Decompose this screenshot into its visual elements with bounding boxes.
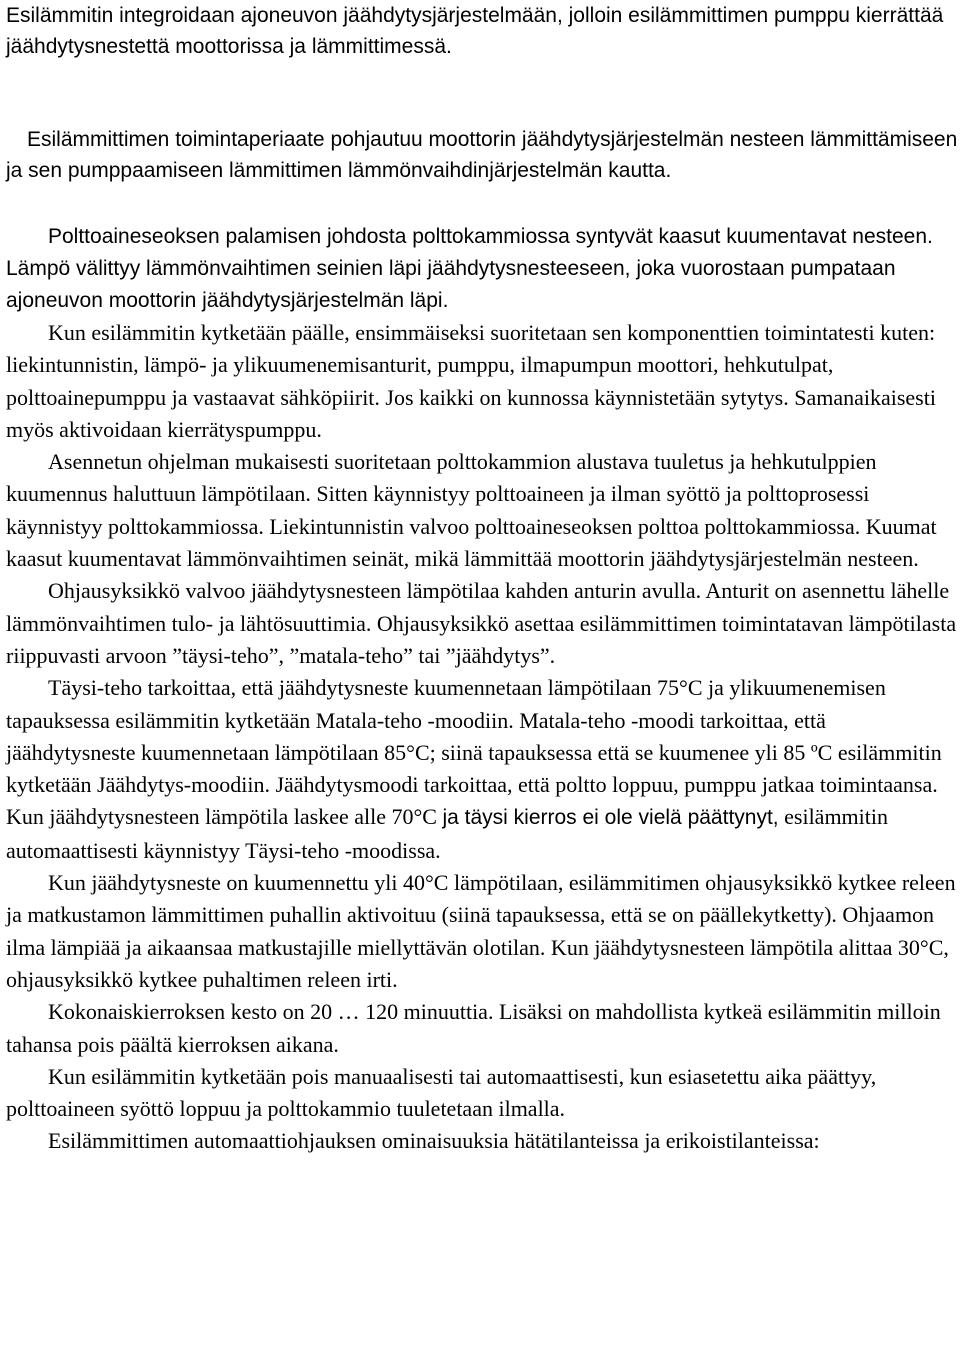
paragraph-program: Asennetun ohjelman mukaisesti suoritetaan polttokammion alustava tuuletus ja hehkutulppien kuumennus haluttuun lämpötilaan. Sitten käynnistyy polttoaineen ja ilman syöttö ja polttoprosessi käynnistyy polttokammiossa. Liekintunnistin valvoo polttoaineseoksen polttoa polttokammiossa. Kuumat kaasut kuumentavat lämmönvaihtimen seinät, mikä lämmittää moottorin jäähdytysjärjestelmän nesteen.: [6, 449, 937, 572]
paragraph-principle: Esilämmittimen toimintaperiaate pohjautuu moottorin jäähdytysjärjestelmän nesteen lämmittämiseen ja sen pumppaamiseen lämmittimen lämmönvaihdinjärjestelmän kautta.: [6, 128, 958, 182]
modes-text-part1: Täysi-teho tarkoittaa, että jäähdytysneste kuumennetaan lämpötilaan 75°C ja ylikuumenemisen tapauksessa esilämmitin kytketään Matala-teho -moodiin. Matala-teho -moodi tarkoittaa, että jäähdytysneste kuumennetaan lämpötilaan 85°C; siinä tapauksessa että se kuumenee yli 85 ºC esilämmitin kytketään Jäähdytys-moodiin. Jäähdytysmoodi tarkoittaa, että poltto loppuu, pumppu jatkaa toimintaansa. Kun jäähdytysnesteen lämpötila laskee alle 70°C: [6, 675, 942, 830]
paragraph-emergency: Esilämmittimen automaattiohjauksen ominaisuuksia hätätilanteissa ja erikoistilanteissa:: [48, 1128, 820, 1154]
modes-text-part2: ja täysi kierros ei ole vielä päättynyt,: [442, 806, 779, 830]
paragraph-intro: Esilämmitin integroidaan ajoneuvon jäähdytysjärjestelmään, jolloin esilämmittimen pumppu kierrättää jäähdytysnestettä moottorissa ja lämmittimessä.: [6, 4, 944, 58]
paragraph-modes: [6, 672, 958, 867]
modes-text-part3: esilämmitin automaattisesti käynnistyy Täysi-teho -moodissa.: [6, 804, 889, 863]
paragraph-combustion: Polttoaineseoksen palamisen johdosta polttokammiossa syntyvät kaasut kuumentavat nesteen. Lämpö välittyy lämmönvaihtimen seinien läpi jäähdytysnesteeseen, joka vuorostaan pumpataan ajoneuvon moottorin jäähdytysjärjestelmän läpi.: [6, 225, 933, 312]
paragraph-control-unit: Ohjausyksikkö valvoo jäähdytysnesteen lämpötilaa kahden anturin avulla. Anturit on asennettu lähelle lämmönvaihtimen tulo- ja lähtösuuttimia. Ohjausyksikkö asettaa esilämmittimen toimintatavan lämpötilasta riippuvasti arvoon ”täysi-teho”, ”matala-teho” tai ”jäähdytys”.: [6, 578, 957, 668]
paragraph-fan: Kun jäähdytysneste on kuumennettu yli 40°C lämpötilaan, esilämmitimen ohjausyksikkö kytkee releen ja matkustamon lämmittimen puhallin aktivoituu (siinä tapauksessa, että se on päällekytketty). Ohjaamon ilma lämpiää ja aikaansaa matkustajille miellyttävän olotilan. Kun jäähdytysnesteen lämpötila alittaa 30°C, ohjausyksikkö kytkee puhaltimen releen irti.: [6, 870, 956, 992]
paragraph-startup-test: Kun esilämmitin kytketään päälle, ensimmäiseksi suoritetaan sen komponenttien toimintatesti kuten: liekintunnistin, lämpö- ja ylikuumenemisanturit, pumppu, ilmapumpun moottori, hehkutulpat, polttoainepumppu ja vastaavat sähköpiirit. Jos kaikki on kunnossa käynnistetään sytytys. Samanaikaisesti myös aktivoidaan kierrätyspumppu.: [6, 320, 936, 442]
paragraph-duration: Kokonaiskierroksen kesto on 20 … 120 minuuttia. Lisäksi on mahdollista kytkeä esilämmitin milloin tahansa pois päältä kierroksen aikana.: [6, 999, 941, 1057]
document-body: [6, 221, 958, 1158]
paragraph-shutdown: Kun esilämmitin kytketään pois manuaalisesti tai automaattisesti, kun esiasetettu aika päättyy, polttoaineen syöttö loppuu ja polttokammio tuuletetaan ilmalla.: [6, 1063, 877, 1122]
